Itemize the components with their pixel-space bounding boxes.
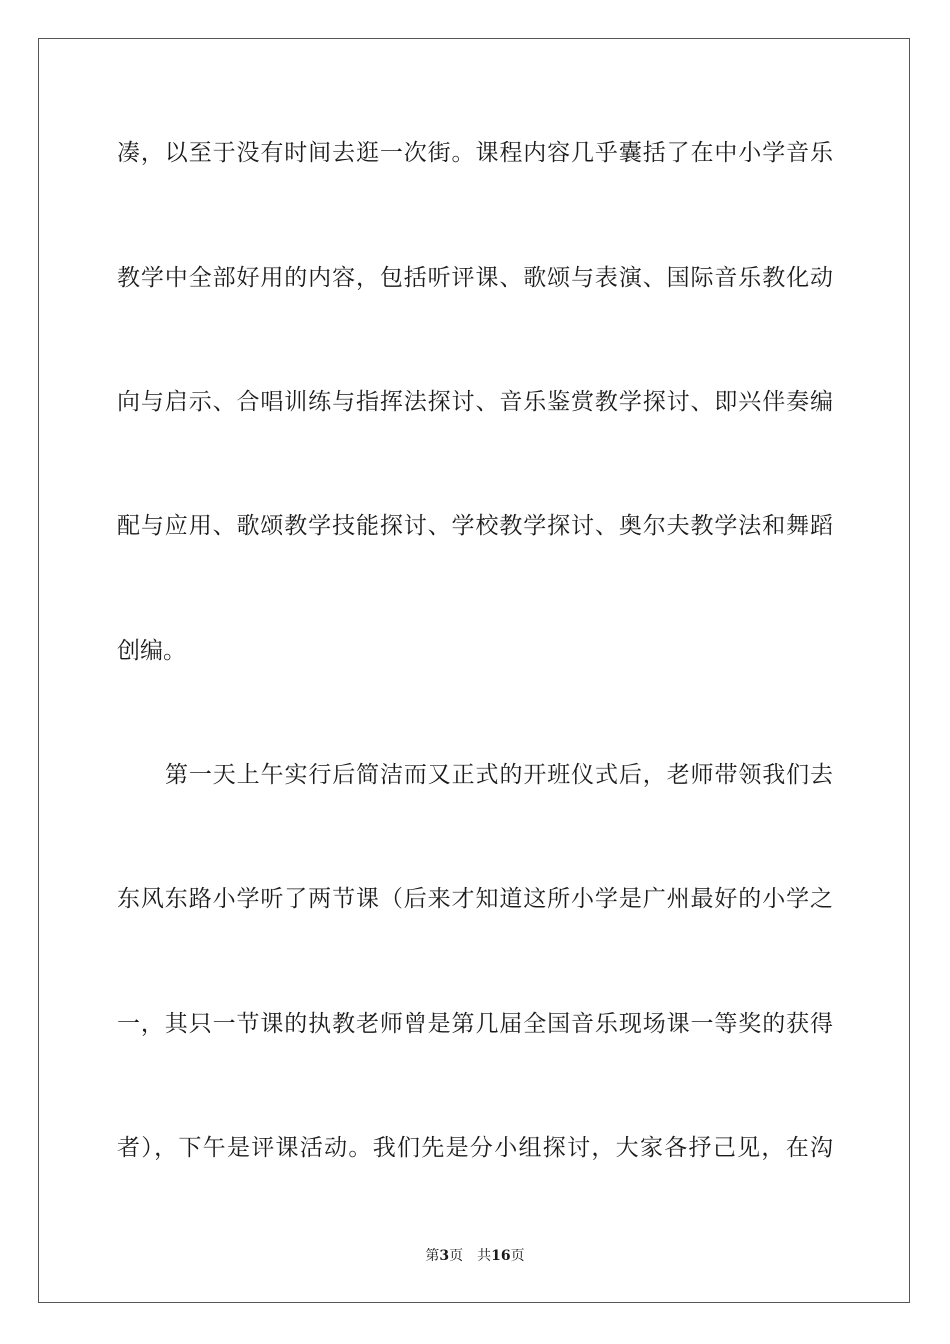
text-line: 向与启示、合唱训练与指挥法探讨、音乐鉴赏教学探讨、即兴伴奏编 xyxy=(117,389,833,415)
page-footer xyxy=(0,1247,950,1265)
text-line: 凑，以至于没有时间去逛一次街。课程内容几乎囊括了在中小学音乐 xyxy=(117,140,833,166)
page-current: 3 xyxy=(439,1248,450,1264)
total-suffix: 页 xyxy=(510,1248,525,1264)
text-line: 一，其只一节课的执教老师曾是第几届全国音乐现场课一等奖的获得 xyxy=(117,1011,833,1037)
text-line: 创编。 xyxy=(117,638,186,664)
page-suffix: 页 xyxy=(449,1248,464,1264)
text-line: 者），下午是评课活动。我们先是分小组探讨，大家各抒己见，在沟 xyxy=(117,1135,833,1161)
text-line: 东风东路小学听了两节课（后来才知道这所小学是广州最好的小学之 xyxy=(117,886,833,912)
page-total: 16 xyxy=(491,1248,511,1264)
text-line: 配与应用、歌颂教学技能探讨、学校教学探讨、奥尔夫教学法和舞蹈 xyxy=(117,513,833,539)
page-border xyxy=(38,38,910,1303)
text-line: 教学中全部好用的内容，包括听评课、歌颂与表演、国际音乐教化动 xyxy=(117,265,833,291)
total-prefix: 共 xyxy=(477,1248,492,1264)
page-prefix: 第 xyxy=(425,1248,440,1264)
text-line: 第一天上午实行后简洁而又正式的开班仪式后，老师带领我们去 xyxy=(165,762,833,788)
